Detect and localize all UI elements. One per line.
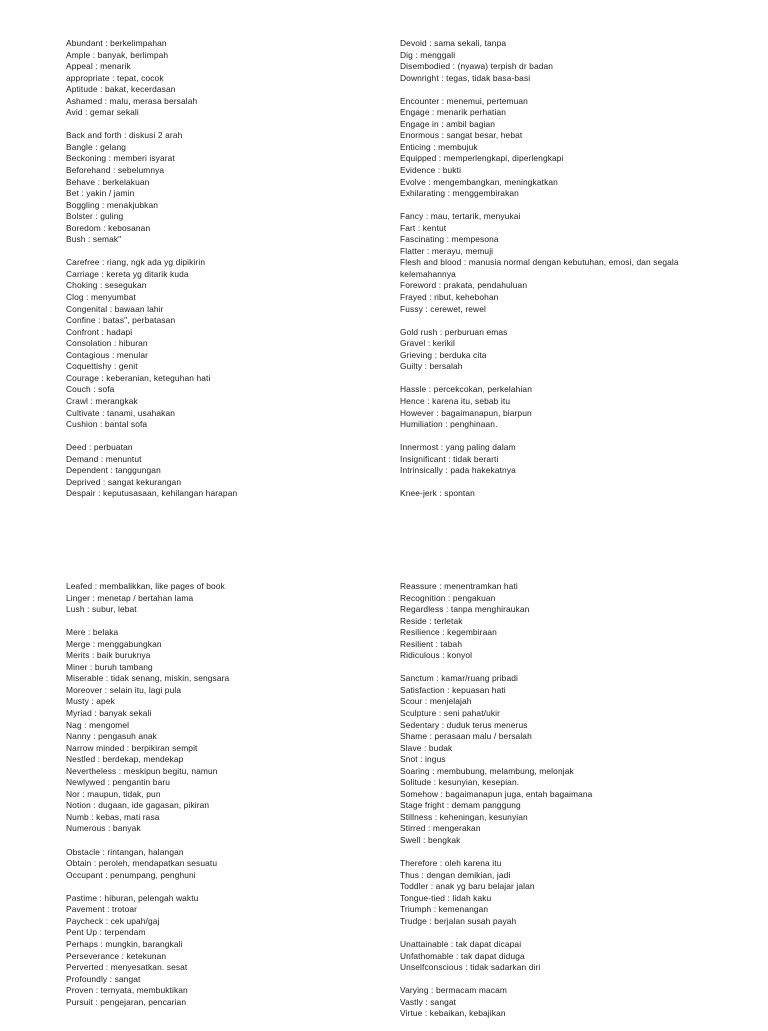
vocab-entry: Nor : maupun, tidak, pun — [66, 788, 161, 799]
vocab-entry: Soaring : membubung, melambung, melonjak — [400, 765, 574, 776]
vocab-entry: Grieving : berduka cita — [400, 349, 487, 360]
vocab-entry: Deprived : sangat kekurangan — [66, 476, 182, 487]
vocab-entry: Appeal : menarik — [66, 61, 131, 72]
vocab-entry: Sanctum : kamar/ruang pribadi — [400, 673, 518, 684]
vocab-entry: Despair : keputusasaan, kehilangan harapan — [66, 488, 238, 499]
vocab-entry: Flesh and blood : manusia normal dengan kebutuhan, emosi, dan segala — [400, 257, 679, 268]
vocab-entry: Nestled : berdekap, mendekap — [66, 754, 184, 765]
vocab-entry: Linger : menetap / bertahan lama — [66, 592, 194, 603]
vocab-entry: Regardless : tanpa menghiraukan — [400, 604, 530, 615]
entry-group — [400, 985, 592, 1020]
entry-group — [400, 96, 679, 200]
vocab-entry: Confine : batas", perbatasan — [66, 315, 176, 326]
entry-group — [66, 893, 229, 1008]
vocab-entry: Vastly : sangat — [400, 996, 457, 1007]
entry-group — [400, 384, 679, 430]
vocab-entry: Hassle : percekcokan, perkelahian — [400, 384, 532, 395]
vocab-entry: Triumph : kemenangan — [400, 904, 489, 915]
vocab-entry: Behave : berkelakuan — [66, 176, 150, 187]
vocab-entry: kelemahannya — [400, 268, 456, 279]
vocab-entry: Intrinsically : pada hakekatnya — [400, 465, 516, 476]
column-top-left — [66, 38, 237, 511]
vocab-entry: Bush : semak" — [66, 234, 122, 245]
vocab-entry: Innermost : yang paling dalam — [400, 442, 516, 453]
vocab-entry: Perverted : menyesatkan. sesat — [66, 962, 188, 973]
entry-group — [400, 38, 679, 84]
vocab-entry: Lush : subur, lebat — [66, 604, 137, 615]
vocab-entry: Fart : kentut — [400, 222, 447, 233]
vocab-entry: Guilty : bersalah — [400, 361, 463, 372]
vocab-entry: Downright : tegas, tidak basa-basi — [400, 72, 531, 83]
vocab-entry: Knee-jerk : spontan — [400, 488, 475, 499]
vocab-entry: Boggling : menakjubkan — [66, 199, 159, 210]
entry-group — [400, 488, 679, 500]
vocab-entry: Nag : mengomel — [66, 719, 130, 730]
vocab-entry: Ample : banyak, berlimpah — [66, 49, 169, 60]
vocab-entry: Evidence : bukti — [400, 165, 462, 176]
vocab-entry: Boredom : kebosanan — [66, 222, 151, 233]
vocab-entry: Abundant : berkelimpahan — [66, 38, 167, 48]
vocab-entry: Sculpture : seni pahat/ukir — [400, 708, 501, 719]
vocab-entry: Exhilarating : menggembirakan — [400, 188, 519, 199]
entry-group — [400, 673, 592, 846]
vocab-entry: Cultivate : tanami, usahakan — [66, 407, 176, 418]
vocab-entry: Pursuit : pengejaran, pencarian — [66, 996, 187, 1007]
vocab-entry: Dig : menggali — [400, 49, 456, 60]
vocab-entry: Nanny : pengasuh anak — [66, 731, 157, 742]
vocab-entry: Flatter : merayu, memuji — [400, 245, 494, 256]
entry-group — [400, 211, 679, 315]
entry-group — [66, 627, 229, 835]
entry-group — [66, 38, 237, 119]
vocab-entry: Stage fright : demam panggung — [400, 800, 521, 811]
vocab-entry: Fascinating : mempesona — [400, 234, 499, 245]
vocab-entry: Beforehand : sebelumnya — [66, 165, 165, 176]
vocab-entry: Unattainable : tak dapat dicapai — [400, 938, 522, 949]
vocab-entry: Choking : sesegukan — [66, 280, 147, 291]
vocab-entry: Beckoning : memberi isyarat — [66, 153, 175, 164]
column-top-right — [400, 38, 679, 511]
vocab-entry: Pavement : trotoar — [66, 904, 138, 915]
entry-group — [400, 939, 592, 974]
vocab-entry: Musty : apek — [66, 696, 115, 707]
vocab-entry: Obstacle : rintangan, halangan — [66, 846, 184, 857]
vocab-entry: Stillness : keheningan, kesunyian — [400, 811, 528, 822]
vocab-entry: Virtue : kebaikan, kebajikan — [400, 1008, 506, 1019]
vocab-entry: Perseverance : ketekunan — [66, 950, 167, 961]
vocab-entry: Gravel : kerikil — [400, 338, 455, 349]
vocab-entry: Shame : perasaan malu / bersalah — [400, 731, 532, 742]
vocab-entry: Merits : baik buruknya — [66, 650, 151, 661]
vocab-entry: Proven : ternyata, membuktikan — [66, 985, 188, 996]
vocab-entry: Engage in : ambil bagian — [400, 118, 496, 129]
vocab-entry: Carefree : riang, ngk ada yg dipikirin — [66, 257, 206, 268]
entry-group — [66, 581, 229, 616]
vocab-entry: Myriad : banyak sekali — [66, 708, 152, 719]
entry-group — [400, 581, 592, 662]
column-bottom-left — [66, 581, 229, 1020]
vocab-entry: Humiliation : penghinaan. — [400, 419, 498, 430]
vocab-entry: Insignificant : tidak berarti — [400, 453, 499, 464]
entry-group — [66, 442, 237, 500]
vocab-entry: Numerous : banyak — [66, 823, 141, 834]
vocab-entry: Foreword : prakata, pendahuluan — [400, 280, 528, 291]
vocab-entry: Enticing : membujuk — [400, 141, 478, 152]
entry-group — [400, 442, 679, 477]
vocab-entry: Newlywed : pengantin baru — [66, 777, 171, 788]
vocab-entry: Deed : perbuatan — [66, 442, 133, 453]
vocab-entry: Sedentary : duduk terus menerus — [400, 719, 528, 730]
vocab-entry: Perhaps : mungkin, barangkali — [66, 938, 183, 949]
entry-group — [66, 257, 237, 430]
vocab-entry: Notion : dugaan, ide gagasan, pikiran — [66, 800, 210, 811]
vocab-entry: Avid : gemar sekali — [66, 107, 139, 118]
vocab-entry: Engage : menarik perhatian — [400, 107, 507, 118]
vocab-entry: Cushion : bantal sofa — [66, 419, 148, 430]
vocab-entry: Varying : bermacam macam — [400, 985, 507, 996]
vocab-entry: Equipped : memperlengkapi, diperlengkapi — [400, 153, 564, 164]
vocab-entry: Carriage : kereta yg ditarik kuda — [66, 268, 189, 279]
vocab-entry: Snot : ingus — [400, 754, 446, 765]
vocab-entry: Profoundly : sangat — [66, 973, 141, 984]
vocab-entry: Dependent : tanggungan — [66, 465, 161, 476]
vocab-entry: Slave : budak — [400, 742, 453, 753]
vocab-entry: Miner : buruh tambang — [66, 661, 153, 672]
vocab-entry: Contagious : menular — [66, 349, 149, 360]
vocab-entry: Unselfconscious : tidak sadarkan diri — [400, 962, 541, 973]
vocab-entry: Couch : sofa — [66, 384, 115, 395]
vocab-entry: Satisfaction : kepuasan hati — [400, 684, 506, 695]
vocab-entry: Toddler : anak yg baru belajar jalan — [400, 881, 535, 892]
vocab-entry: Frayed : ribut, kehebohan — [400, 292, 499, 303]
vocab-entry: Enormous : sangat besar, hebat — [400, 130, 523, 141]
vocab-entry: Solitude : kesunyian, kesepian. — [400, 777, 520, 788]
vocab-entry: Reside : terletak — [400, 615, 463, 626]
vocab-entry: Miserable : tidak senang, miskin, sengsara — [66, 673, 230, 684]
vocab-entry: Resilient : tabah — [400, 638, 463, 649]
vocab-entry: Consolation : hiburan — [66, 338, 148, 349]
vocab-entry: Merge : menggabungkan — [66, 638, 162, 649]
vocab-entry: Unfathomable : tak dapat diduga — [400, 950, 525, 961]
vocab-entry: Occupant : penumpang, penghuni — [66, 869, 196, 880]
vocab-entry: Pent Up : terpendam — [66, 927, 146, 938]
vocab-entry: Confront : hadapi — [66, 326, 133, 337]
vocab-entry: Pastime : hiburan, pelengah waktu — [66, 892, 199, 903]
vocab-entry: Recognition : pengakuan — [400, 592, 496, 603]
vocab-entry: Therefore : oleh karena itu — [400, 858, 502, 869]
entry-group — [66, 847, 229, 882]
vocab-entry: Mere : belaka — [66, 627, 119, 638]
vocab-entry: Courage : keberanian, keteguhan hati — [66, 372, 211, 383]
vocab-entry: Clog : menyumbat — [66, 292, 136, 303]
vocab-entry: Hence : karena itu, sebab itu — [400, 395, 511, 406]
column-bottom-right — [400, 581, 592, 1031]
vocab-entry: Coquettishy : genit — [66, 361, 138, 372]
vocab-entry: Devoid : sama sekali, tanpa — [400, 38, 507, 48]
vocab-entry: Bet : yakin / jamin — [66, 188, 135, 199]
vocab-entry: Moreover : selain itu, lagi pula — [66, 684, 182, 695]
vocab-entry: Ridiculous : konyol — [400, 650, 473, 661]
vocab-entry: Crawl : merangkak — [66, 395, 138, 406]
vocab-entry: Scour : menjelajah — [400, 696, 472, 707]
vocab-entry: Somehow : bagaimanapun juga, entah bagaimana — [400, 788, 593, 799]
vocab-entry: Bolster : guling — [66, 211, 124, 222]
vocab-entry: Swell : bengkak — [400, 835, 461, 846]
vocab-entry: Back and forth : diskusi 2 arah — [66, 130, 183, 141]
vocab-entry: However : bagaimanapun, biarpun — [400, 407, 532, 418]
vocab-entry: Congenital : bawaan lahir — [66, 303, 164, 314]
vocab-entry: Numb : kebas, mati rasa — [66, 811, 160, 822]
vocab-entry: Thus : dengan demikian, jadi — [400, 869, 511, 880]
vocab-entry: Paycheck : cek upah/gaj — [66, 915, 160, 926]
vocab-entry: Demand : menuntut — [66, 453, 142, 464]
vocab-entry: Obtain : peroleh, mendapatkan sesuatu — [66, 858, 218, 869]
vocab-entry: Stirred : mengerakan — [400, 823, 481, 834]
vocab-entry: Narrow minded : berpikiran sempit — [66, 742, 198, 753]
vocab-entry: Leafed : membalikkan, like pages of book — [66, 581, 225, 591]
vocab-entry: Aptitude : bakat, kecerdasan — [66, 84, 176, 95]
vocab-entry: Nevertheless : meskipun begitu, namun — [66, 765, 218, 776]
entry-group — [400, 858, 592, 927]
entry-group — [400, 327, 679, 373]
vocab-entry: Resilience : kegembiraan — [400, 627, 497, 638]
vocab-entry: Evolve : mengembangkan, meningkatkan — [400, 176, 558, 187]
vocab-entry: Fussy : cerewet, rewel — [400, 303, 486, 314]
entry-group — [66, 130, 237, 245]
vocab-entry: Encounter : menemui, pertemuan — [400, 95, 528, 106]
vocab-entry: Bangle : gelang — [66, 141, 127, 152]
vocab-entry: Tongue-tied : lidah kaku — [400, 892, 492, 903]
vocab-entry: Reassure : menentramkan hati — [400, 581, 518, 591]
vocab-entry: Trudge : berjalan susah payah — [400, 915, 517, 926]
vocab-entry: Disembodied : (nyawa) terpish dr badan — [400, 61, 554, 72]
vocab-entry: Ashamed : malu, merasa bersalah — [66, 95, 198, 106]
vocab-entry: Fancy : mau, tertarik, menyukai — [400, 211, 521, 222]
vocab-entry: appropriate : tepat, cocok — [66, 72, 164, 83]
vocab-entry: Gold rush : perburuan emas — [400, 326, 508, 337]
